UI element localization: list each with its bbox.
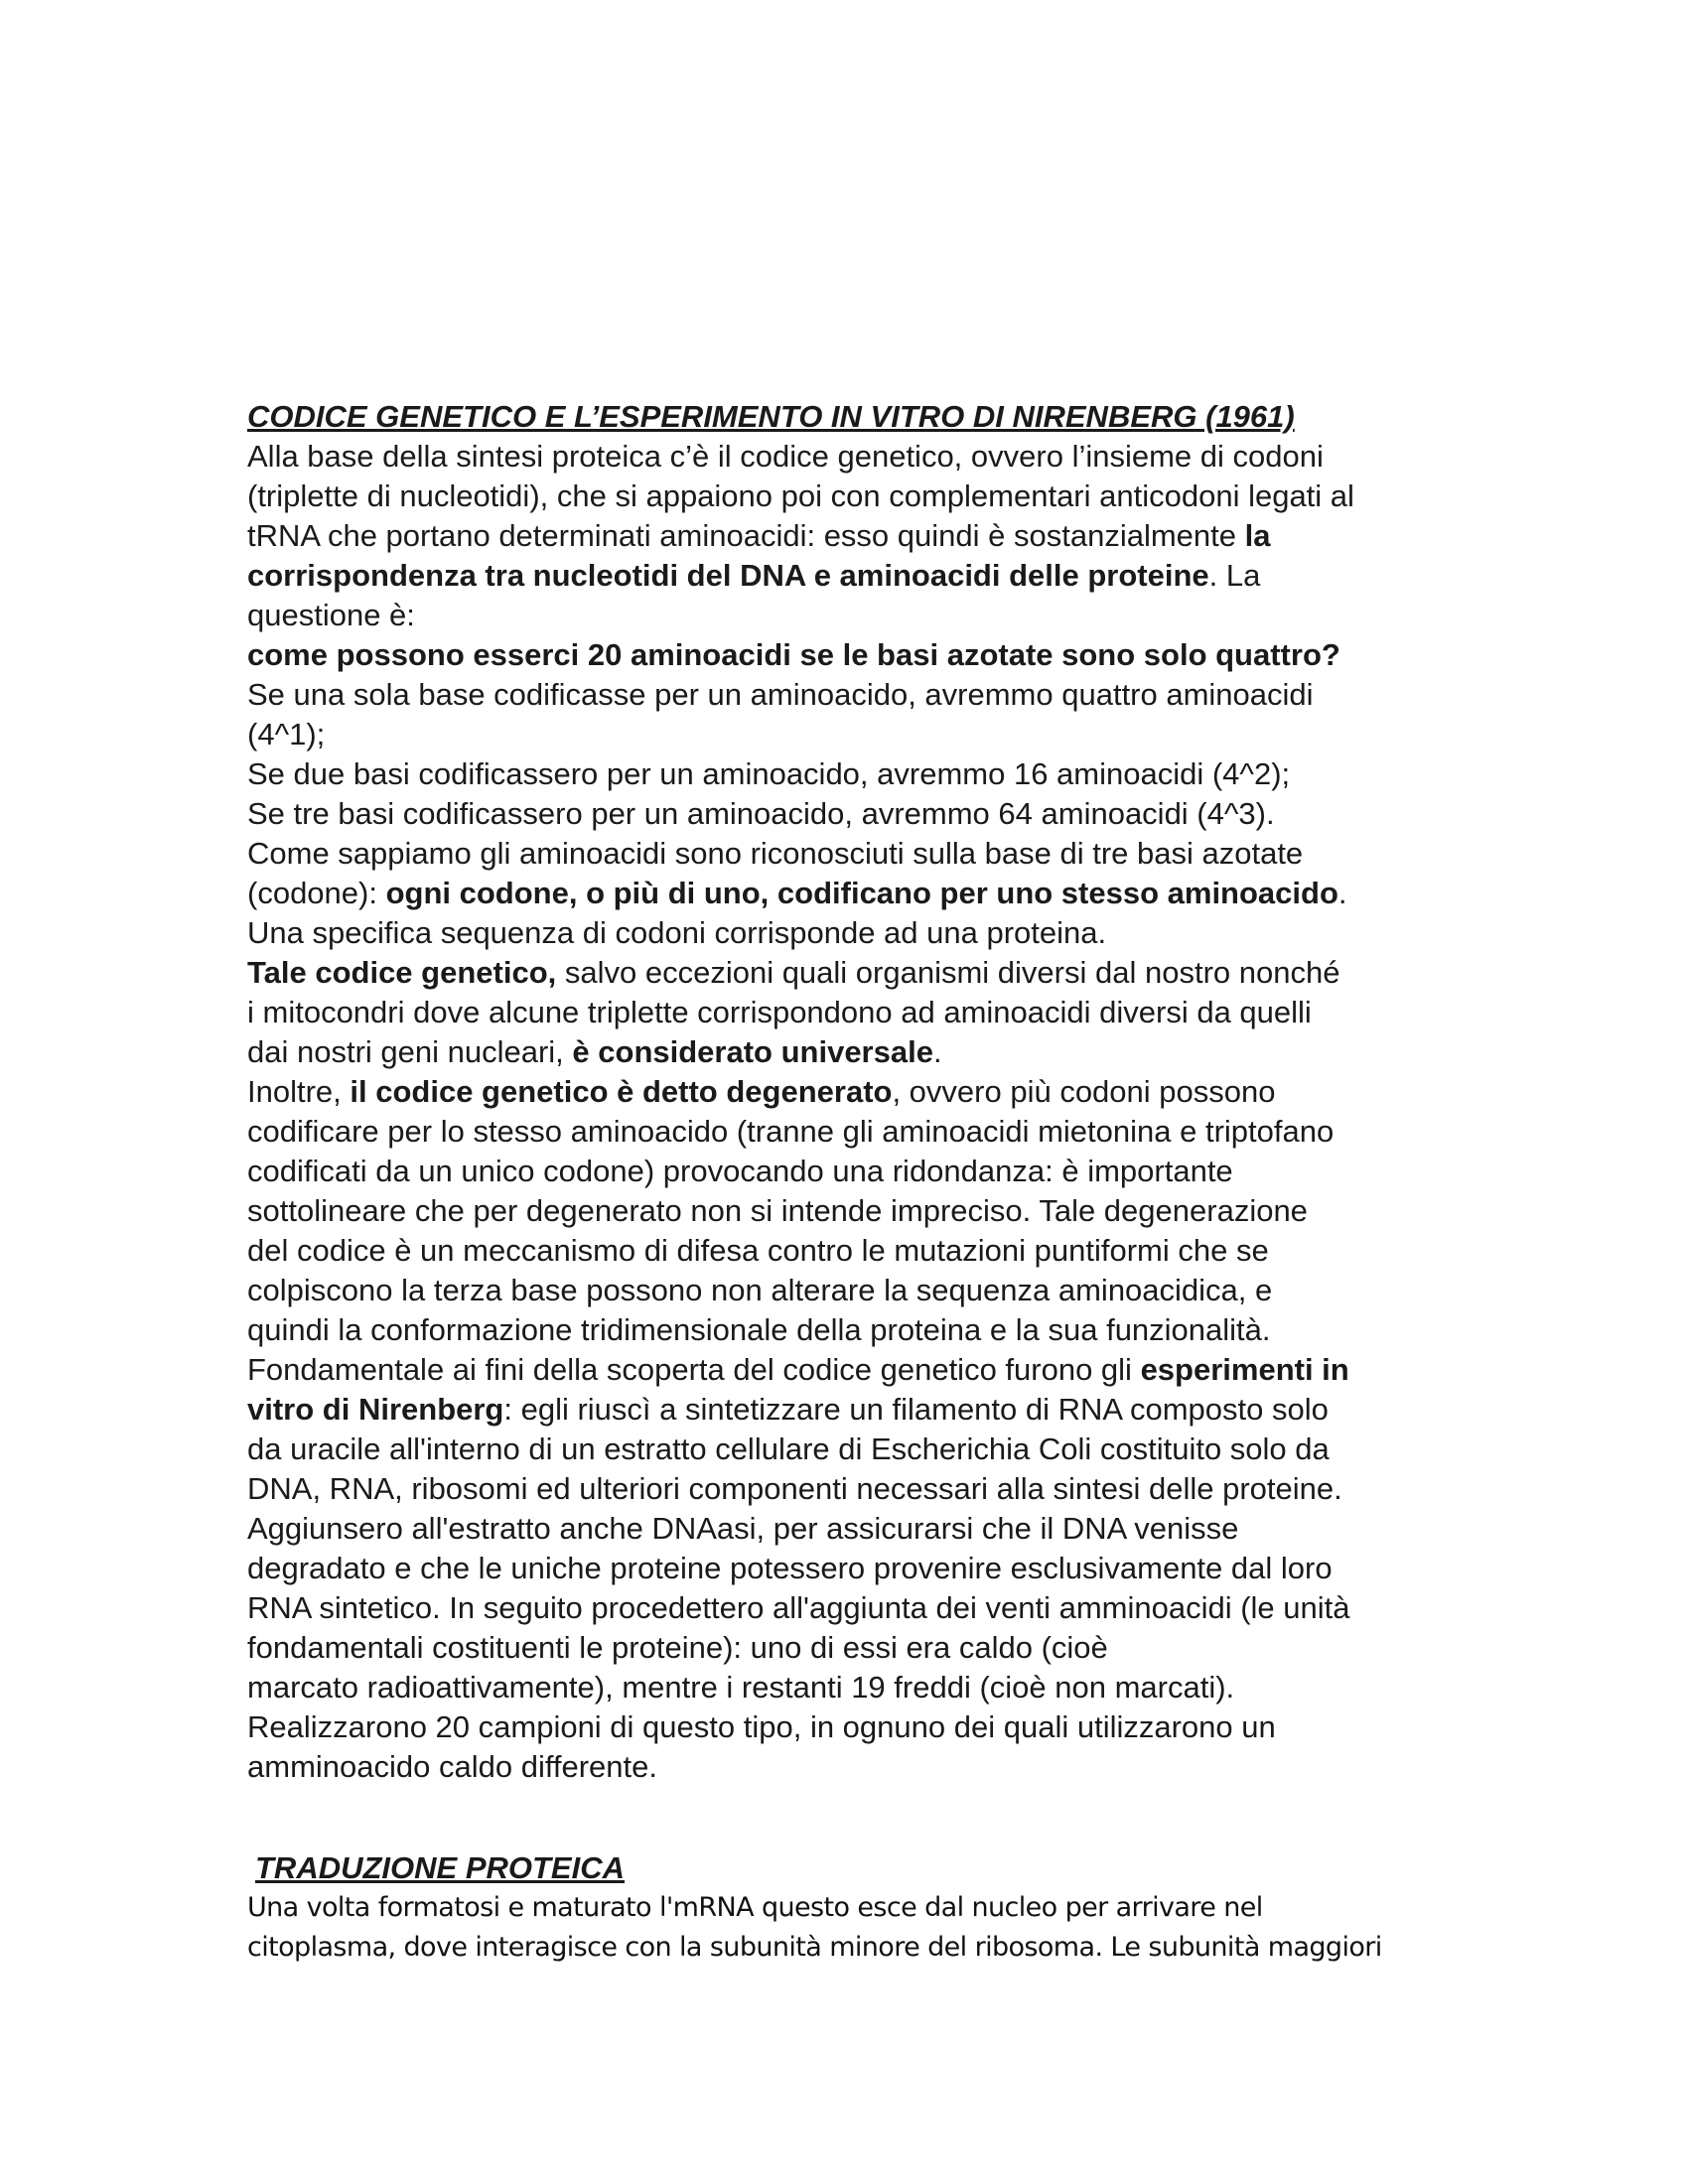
paragraph-line: codificati da un unico codone) provocando una ridondanza: è importante <box>247 1154 1233 1188</box>
paragraph-line: colpiscono la terza base possono non alterare la sequenza aminoacidica, e <box>247 1273 1273 1307</box>
paragraph-line: dai nostri geni nucleari, è considerato universale. <box>247 1034 942 1069</box>
paragraph-line: DNA, RNA, ribosomi ed ulteriori componenti necessari alla sintesi delle proteine. <box>247 1471 1342 1506</box>
section-title-traduzione-proteica: TRADUZIONE PROTEICA <box>255 1850 625 1885</box>
paragraph-line: (codone): ogni codone, o più di uno, codificano per uno stesso aminoacido. <box>247 876 1347 910</box>
paragraph-line: amminoacido caldo differente. <box>247 1749 658 1784</box>
paragraph-line: questione è: <box>247 598 415 632</box>
paragraph-line: Fondamentale ai fini della scoperta del codice genetico furono gli esperimenti in <box>247 1352 1349 1387</box>
paragraph-line: Inoltre, il codice genetico è detto degenerato, ovvero più codoni possono <box>247 1074 1276 1109</box>
paragraph-line: Una specifica sequenza di codoni corrisponde ad una proteina. <box>247 915 1107 950</box>
paragraph-line: (triplette di nucleotidi), che si appaiono poi con complementari anticodoni legati al <box>247 478 1354 513</box>
paragraph-line: Tale codice genetico, salvo eccezioni quali organismi diversi dal nostro nonché <box>247 955 1340 990</box>
paragraph-line: quindi la conformazione tridimensionale della proteina e la sua funzionalità. <box>247 1312 1271 1347</box>
paragraph-line: Se tre basi codificassero per un aminoacido, avremmo 64 aminoacidi (4^3). <box>247 796 1275 831</box>
key-question: come possono esserci 20 aminoacidi se le basi azotate sono solo quattro? <box>247 637 1340 672</box>
paragraph-line: da uracile all'interno di un estratto cellulare di Escherichia Coli costituito solo da <box>247 1432 1330 1466</box>
paragraph-line: Se una sola base codificasse per un aminoacido, avremmo quattro aminoacidi <box>247 677 1314 712</box>
paragraph-line: vitro di Nirenberg: egli riuscì a sintetizzare un filamento di RNA composto solo <box>247 1392 1329 1427</box>
paragraph-line: Aggiunsero all'estratto anche DNAasi, per assicurarsi che il DNA venisse <box>247 1511 1239 1546</box>
paragraph-line: i mitocondri dove alcune triplette corrispondono ad aminoacidi diversi da quelli <box>247 995 1312 1029</box>
section-title-codice-genetico: CODICE GENETICO E L’ESPERIMENTO IN VITRO DI NIRENBERG (1961) <box>247 399 1295 434</box>
paragraph-line: corrispondenza tra nucleotidi del DNA e aminoacidi delle proteine. La <box>247 558 1261 593</box>
paragraph-line: del codice è un meccanismo di difesa contro le mutazioni puntiformi che se <box>247 1233 1269 1268</box>
paragraph-line: degradato e che le uniche proteine potessero provenire esclusivamente dal loro <box>247 1551 1333 1585</box>
paragraph-line: Se due basi codificassero per un aminoacido, avremmo 16 aminoacidi (4^2); <box>247 756 1291 791</box>
paragraph-line: sottolineare che per degenerato non si intende impreciso. Tale degenerazione <box>247 1193 1308 1228</box>
paragraph-line: codificare per lo stesso aminoacido (tranne gli aminoacidi mietonina e triptofano <box>247 1114 1335 1149</box>
paragraph-line: Una volta formatosi e maturato l'mRNA questo esce dal nucleo per arrivare nel <box>247 1892 1263 1923</box>
paragraph-line: Come sappiamo gli aminoacidi sono riconosciuti sulla base di tre basi azotate <box>247 836 1304 871</box>
paragraph-line: Realizzarono 20 campioni di questo tipo, in ognuno dei quali utilizzarono un <box>247 1709 1276 1744</box>
document-body <box>247 397 1439 1968</box>
paragraph-line: (4^1); <box>247 717 326 751</box>
paragraph-line: Alla base della sintesi proteica c’è il codice genetico, ovvero l’insieme di codoni <box>247 439 1324 474</box>
paragraph-line: tRNA che portano determinati aminoacidi: esso quindi è sostanzialmente la <box>247 518 1271 553</box>
paragraph-line: citoplasma, dove interagisce con la subunità minore del ribosoma. Le subunità maggiori <box>247 1932 1382 1963</box>
paragraph-line: marcato radioattivamente), mentre i restanti 19 freddi (cioè non marcati). <box>247 1670 1235 1705</box>
paragraph-line: RNA sintetico. In seguito procedettero all'aggiunta dei venti amminoacidi (le unità <box>247 1590 1350 1625</box>
section-spacer <box>247 1787 1439 1827</box>
paragraph-line: fondamentali costituenti le proteine): uno di essi era caldo (cioè <box>247 1630 1108 1665</box>
